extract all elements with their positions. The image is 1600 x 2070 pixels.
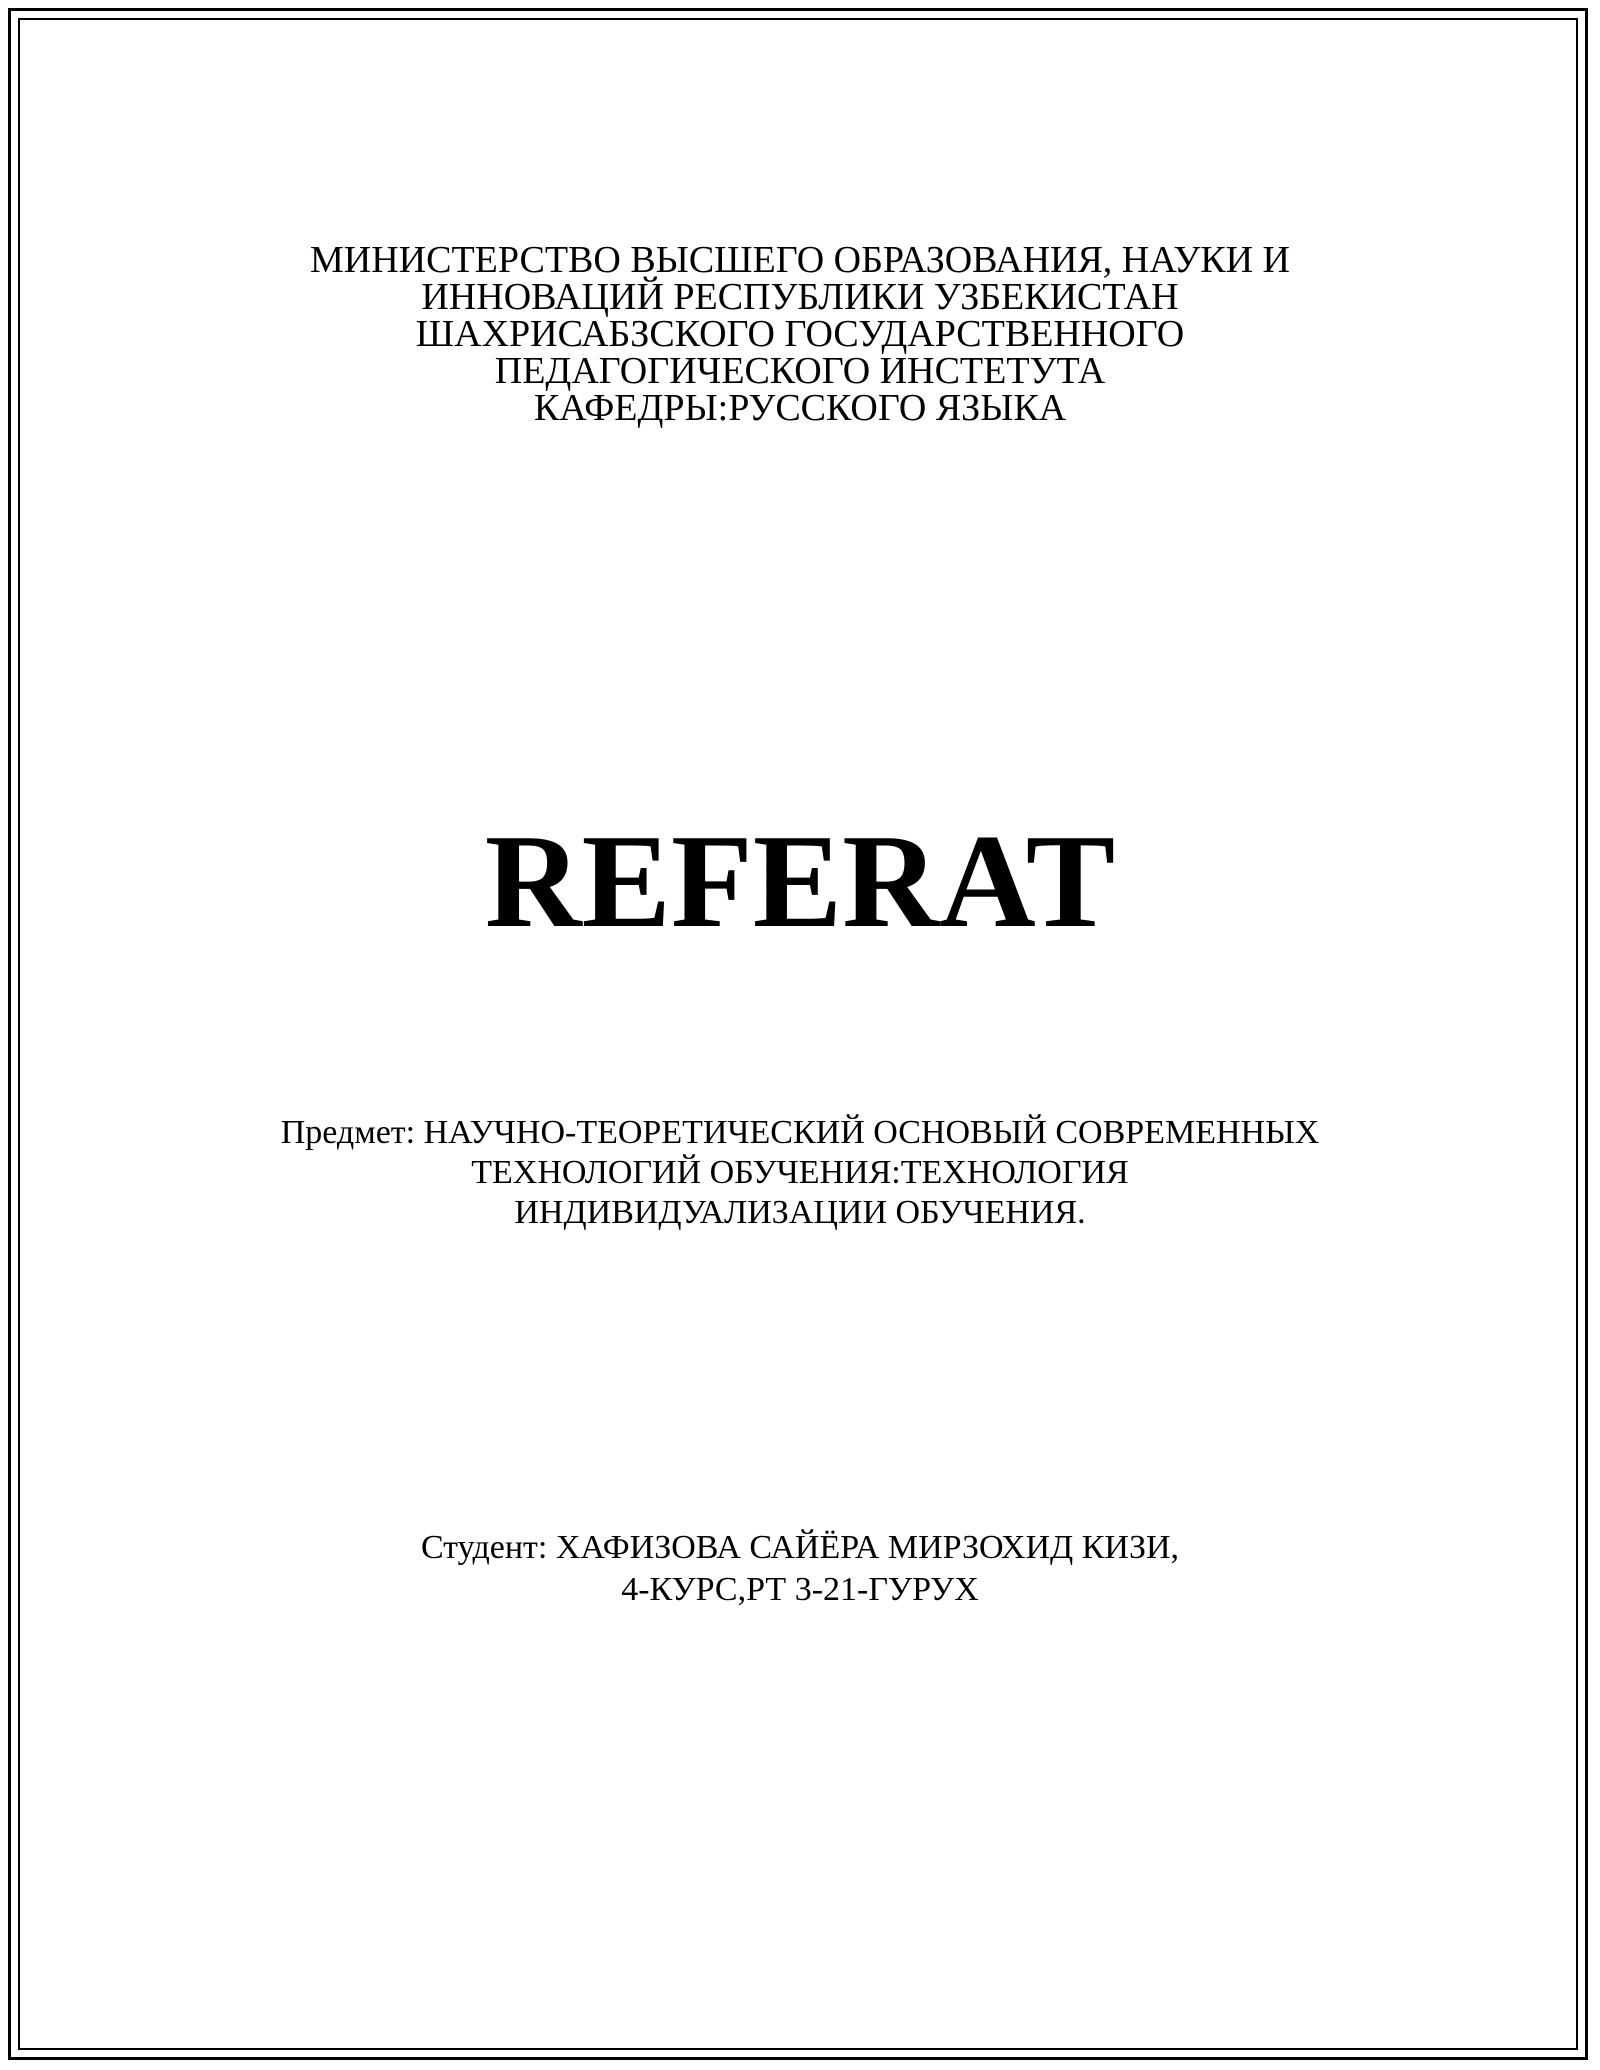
header-line: ШАХРИСАБЗСКОГО ГОСУДАРСТВЕННОГО [415,313,1185,355]
document-title: REFERAT [484,807,1116,955]
student-line: Студент: ХАФИЗОВА САЙЁРА МИРЗОХИД КИЗИ, [420,1529,1180,1566]
header-line: ПЕДАГОГИЧЕСКОГО ИНСТЕТУТА [494,350,1106,392]
header-line: КАФЕДРЫ:РУССКОГО ЯЗЫКА [533,387,1067,429]
subject-line: Предмет: НАУЧНО-ТЕОРЕТИЧЕСКИЙ ОСНОВЫЙ СОВРЕМЕННЫХ [280,1114,1320,1151]
student-line: 4-КУРС,РТ 3-21-ГУРУХ [621,1571,979,1608]
subject-line: ТЕХНОЛОГИЙ ОБУЧЕНИЯ:ТЕХНОЛОГИЯ [471,1154,1129,1191]
header-line: ИННОВАЦИЙ РЕСПУБЛИКИ УЗБЕКИСТАН [421,276,1179,318]
student-block [0,1527,1600,1611]
header-line: МИНИСТЕРСТВО ВЫСШЕГО ОБРАЗОВАНИЯ, НАУКИ И [310,239,1290,281]
subject-block [0,1113,1600,1233]
subject-line: ИНДИВИДУАЛИЗАЦИИ ОБУЧЕНИЯ. [514,1194,1086,1231]
institution-header [0,239,1600,429]
